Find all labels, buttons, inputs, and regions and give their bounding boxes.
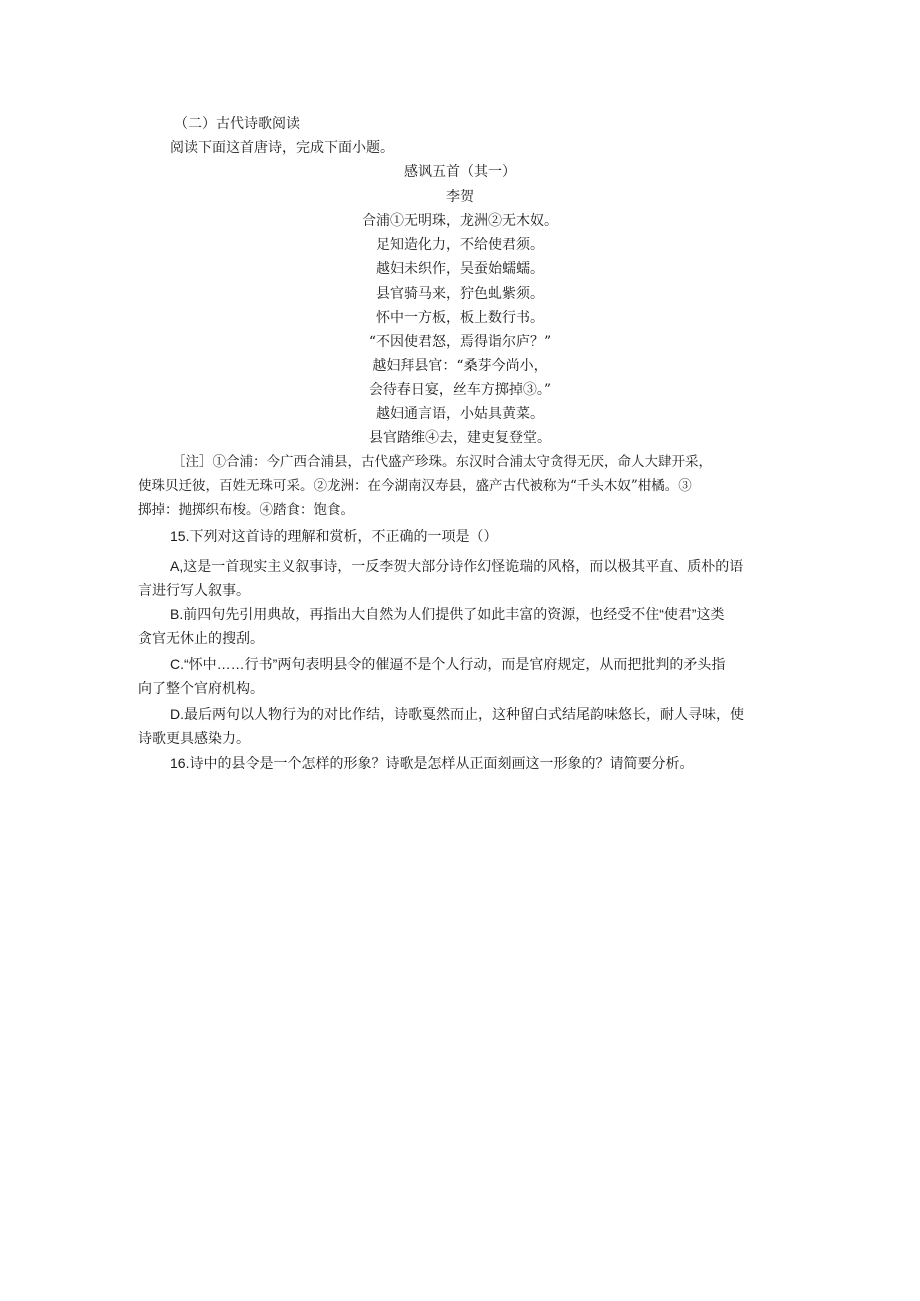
option-c-line1: C.“怀中……行书”两句表明县令的催逼不是个人行动，而是官府规定，从而把批判的矛头指 [170, 656, 726, 672]
poem-line: 足知造化力，不给使君须。 [376, 237, 544, 253]
poem-line: 怀中一方板，板上数行书。 [376, 310, 544, 326]
note-line: 使珠贝迁彼，百姓无珠可采。②龙洲：在今湖南汉寿县，盛产古代被称为“千头木奴”柑橘。③ [138, 478, 692, 494]
poem-author: 李贺 [446, 189, 474, 205]
poem-line: 越妇拜县官：“桑芽今尚小， [372, 358, 548, 374]
poem-line: 县官踏维④去，建吏复登堂。 [369, 430, 551, 446]
option-a-line2: 言进行写人叙事。 [138, 582, 250, 598]
note-line: 掷掉：抛掷织布梭。④踏食：饱食。 [138, 502, 354, 518]
poem-line: 县官骑马来，狞色虬紫须。 [376, 286, 544, 302]
poem-line: 会待春日宴，丝车方掷掉③。” [368, 382, 552, 398]
poem-title: 感讽五首（其一） [404, 164, 516, 180]
option-d-line1: D.最后两句以人物行为的对比作结，诗歌戛然而止，这种留白式结尾韵味悠长，耐人寻味，使 [170, 706, 744, 722]
section-heading: （二）古代诗歌阅读 [174, 115, 300, 131]
option-d-line2: 诗歌更具感染力。 [138, 730, 250, 746]
option-b-line1: B.前四句先引用典故，再指出大自然为人们提供了如此丰富的资源，也经受不住“使君”这类 [170, 606, 725, 622]
option-b-line2: 贪官无休止的搜刮。 [138, 630, 264, 646]
option-c-line2: 向了整个官府机构。 [138, 680, 264, 696]
option-a-line1: A,这是一首现实主义叙事诗，一反李贺大部分诗作幻怪诡瑞的风格，而以极其平直、质朴的语 [170, 558, 744, 574]
instruction-text: 阅读下面这首唐诗，完成下面小题。 [170, 139, 394, 155]
question-stem: 16.诗中的县令是一个怎样的形象？诗歌是怎样从正面刻画这一形象的？请简要分析。 [170, 755, 694, 771]
poem-line: 越妇通言语，小姑具黄菜。 [376, 406, 544, 422]
poem-line: 越妇未织作，吴蚕始蠕蠕。 [376, 261, 544, 277]
poem-line: 合浦①无明珠，龙洲②无木奴。 [362, 213, 558, 229]
poem-line: “不因使君怒，焉得诣尔庐？” [368, 334, 552, 350]
note-line: ［注］①合浦：今广西合浦县，古代盛产珍珠。东汉时合浦太守贪得无厌，命人大肆开采， [172, 454, 712, 470]
question-stem: 15.下列对这首诗的理解和赏析，不正确的一项是（） [170, 528, 498, 544]
